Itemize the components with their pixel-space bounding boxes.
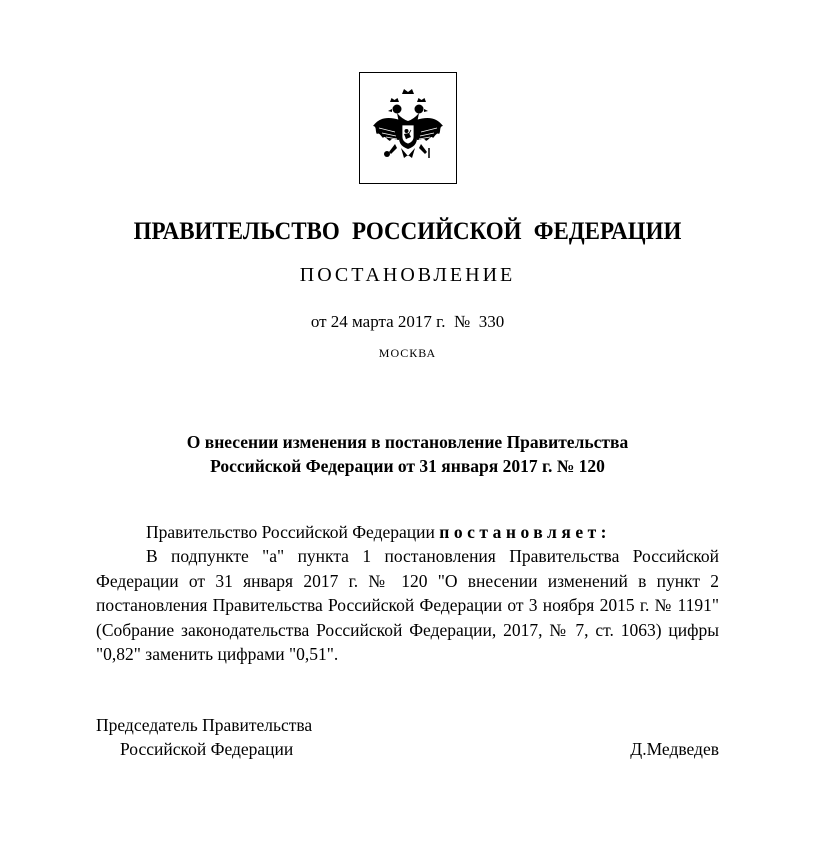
preamble-paragraph bbox=[96, 520, 719, 545]
coat-of-arms-emblem bbox=[359, 72, 457, 184]
date-and-number: от 24 марта 2017 г. № 330 bbox=[310, 312, 505, 331]
preamble-text: Правительство Российской Федерации bbox=[146, 522, 435, 542]
city: МОСКВА bbox=[378, 346, 437, 360]
title-line-2: Российской Федерации от 31 января 2017 г. № 120 bbox=[210, 456, 605, 476]
double-headed-eagle-icon bbox=[359, 72, 457, 184]
document-type: ПОСТАНОВЛЕНИЕ bbox=[299, 264, 516, 286]
signatory-name: Д.Медведев bbox=[630, 739, 719, 759]
resolution-paragraph: В подпункте "а" пункта 1 постановления Правительства Российской Федерации от 31 января 2017 г. № 120 "О внесении изменений в пункт 2 постановления Правительства Российской Федерации от 3 ноября 2015 г. № 1191" (Собрание законодательства Российской Федерации, 2017, № 7, ст. 1063) цифры "0,82" заменить цифрами "0,51". bbox=[96, 546, 719, 664]
government-name: ПРАВИТЕЛЬСТВО РОССИЙСКОЙ ФЕДЕРАЦИИ bbox=[133, 218, 682, 245]
resolves-keyword: постановляет: bbox=[439, 522, 612, 542]
signatory-position-line-1: Председатель Правительства bbox=[96, 715, 313, 735]
document-title bbox=[0, 430, 815, 478]
title-line-1: О внесении изменения в постановление Правительства bbox=[186, 432, 629, 452]
signatory-position-line-2: Российской Федерации bbox=[120, 739, 294, 759]
